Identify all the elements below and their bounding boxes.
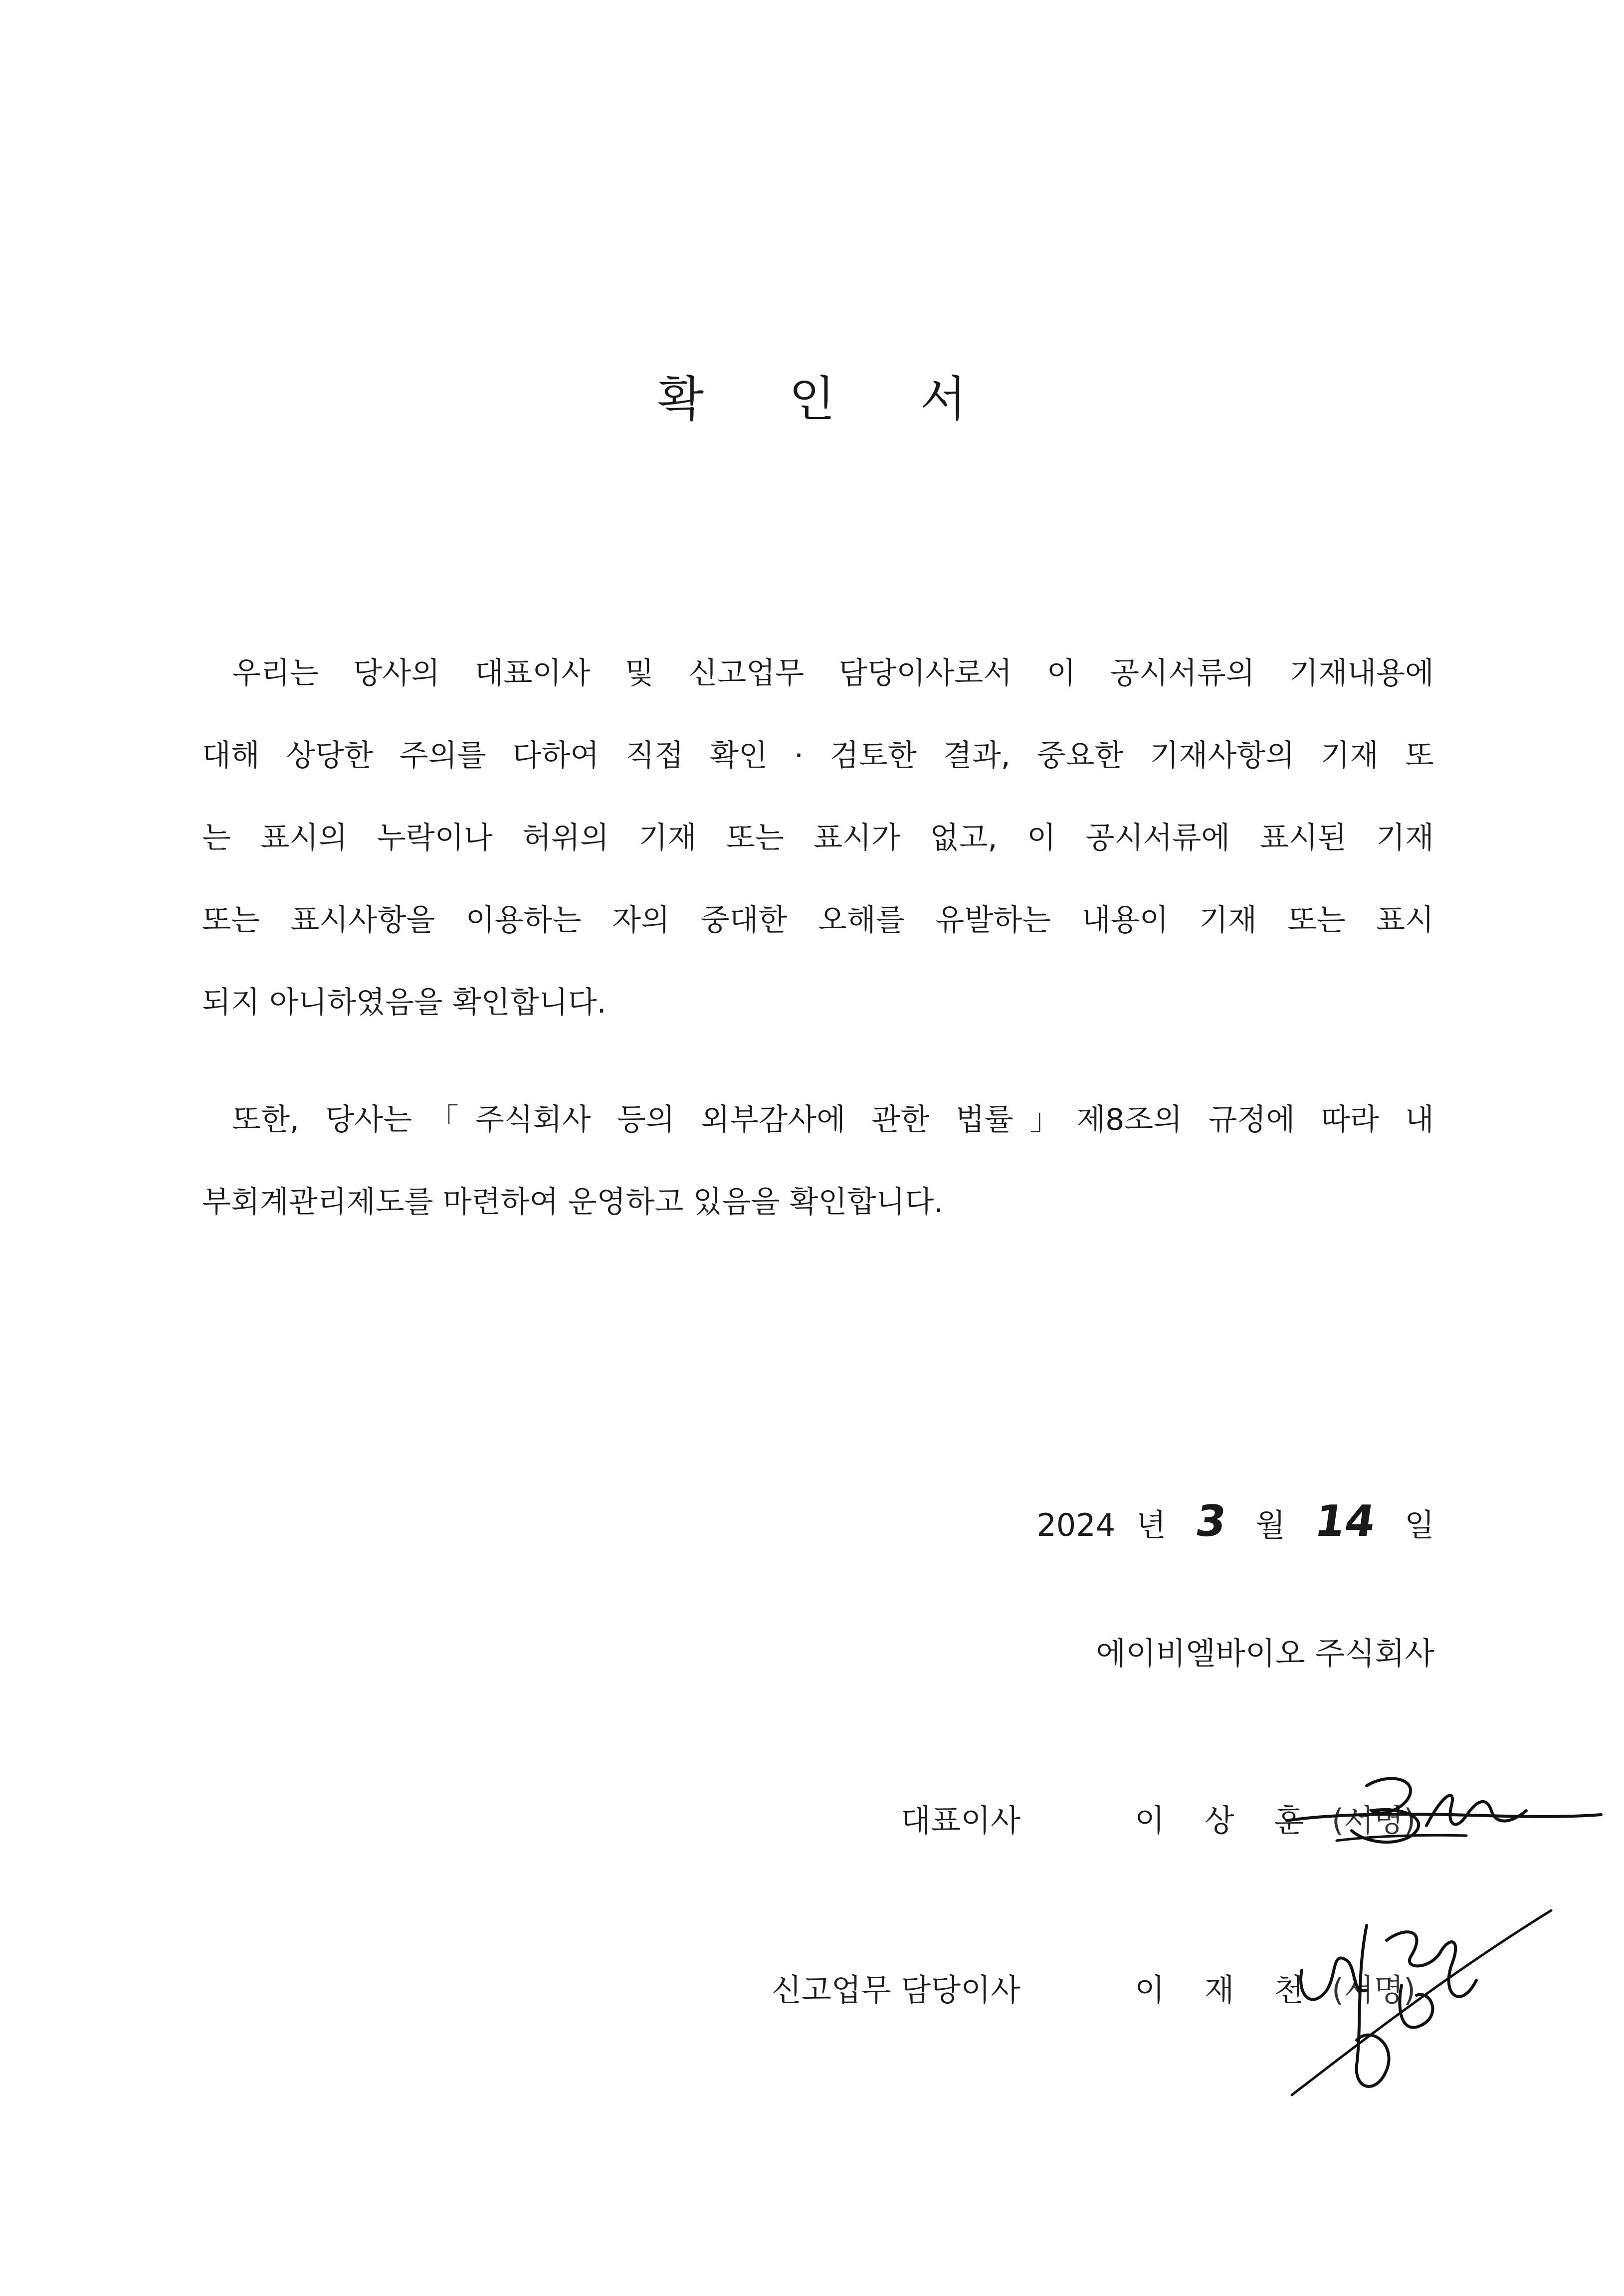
signatory-role: 신고업무 담당이사 (772, 1972, 1020, 2008)
signature-label: (서명) (1332, 1972, 1416, 2008)
document-date (1036, 1496, 1434, 1550)
document-title: 확 인 서 (657, 371, 1002, 427)
signature-label: (서명) (1332, 1802, 1416, 1839)
date-day: 14 (1311, 1496, 1379, 1546)
paragraph-line: 또한, 당사는「주식회사 등의 외부감사에 관한 법률」제8조의 규정에 따라 내 (232, 1102, 1434, 1137)
paragraph-line: 대해 상당한 주의를 다하여 직접 확인 · 검토한 결과, 중요한 기재사항의 기재 또 (202, 738, 1434, 773)
date-year-unit: 년 (1136, 1507, 1166, 1543)
paragraph-line: 되지 아니하였음을 확인합니다. (202, 985, 607, 1020)
signatory-role: 대표이사 (901, 1802, 1020, 1839)
internal-control-paragraph (202, 1095, 1434, 1259)
date-day-unit: 일 (1405, 1507, 1434, 1543)
paragraph-line: 는 표시의 누락이나 허위의 기재 또는 표시가 없고, 이 공시서류에 표시된 기재 (202, 821, 1434, 855)
signatory-name: 이 상 훈 (1135, 1802, 1319, 1839)
date-month: 3 (1192, 1496, 1229, 1546)
handwritten-signature-ceo (1277, 1766, 1606, 1856)
handwritten-signature-director (1282, 1895, 1561, 2125)
company-name: 에이비엘바이오 주식회사 (1096, 1635, 1434, 1671)
signatory-name: 이 재 천 (1135, 1972, 1319, 2008)
paragraph-line: 우리는 당사의 대표이사 및 신고업무 담당이사로서 이 공시서류의 기재내용에 (232, 656, 1434, 691)
date-year: 2024 (1036, 1507, 1116, 1543)
confirmation-paragraph (202, 648, 1434, 1060)
date-month-unit: 월 (1255, 1507, 1285, 1543)
paragraph-line: 또는 표시사항을 이용하는 자의 중대한 오해를 유발하는 내용이 기재 또는 표시 (202, 903, 1434, 938)
paragraph-line: 부회계관리제도를 마련하여 운영하고 있음을 확인합니다. (202, 1185, 944, 1220)
